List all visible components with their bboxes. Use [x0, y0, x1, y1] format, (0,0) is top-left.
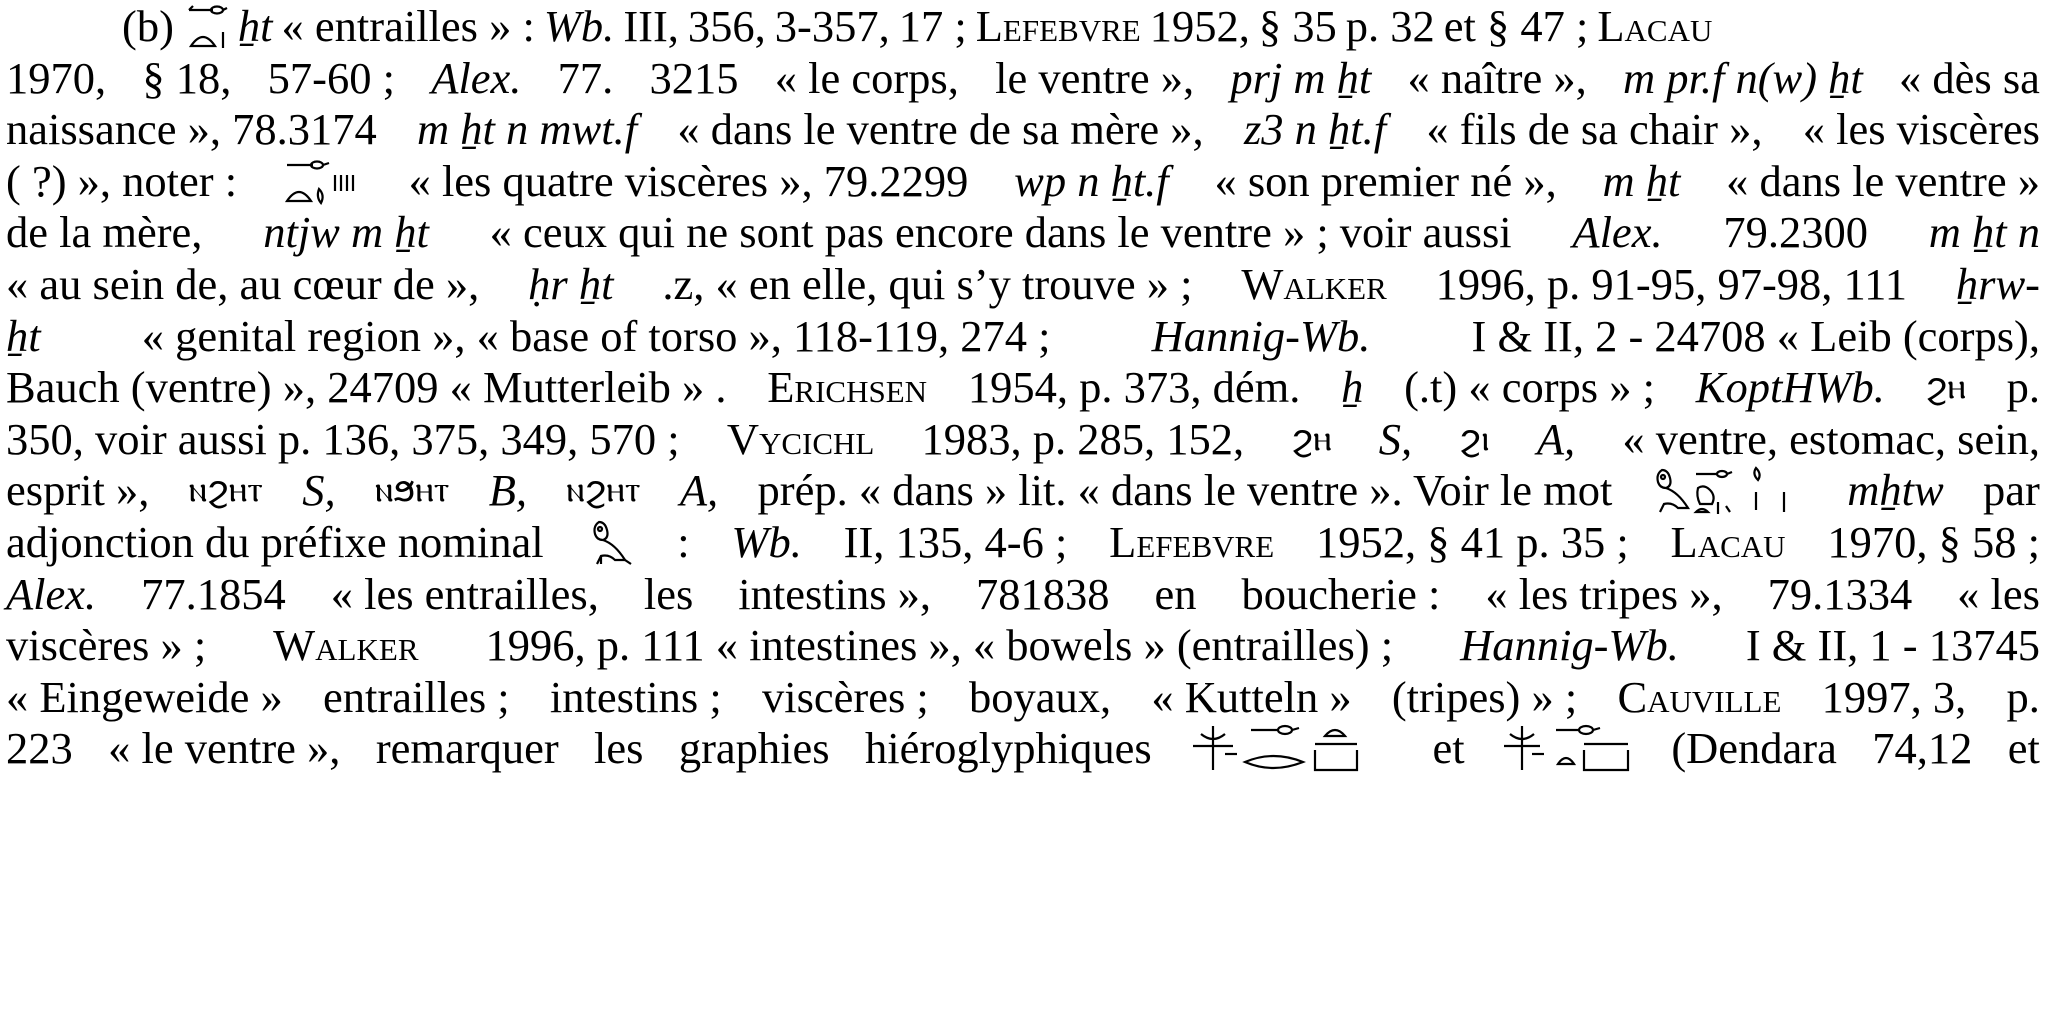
text-run: 223	[6, 723, 73, 774]
text-run: 79.1334	[1767, 568, 1913, 619]
text-run: les	[643, 568, 694, 619]
italic-term: Hannig-Wb.	[1151, 310, 1371, 361]
text-run: graphies	[678, 723, 830, 774]
text-run: 1952, § 41 p. 35 ;	[1315, 517, 1629, 567]
text-run: 1970, § 58 ;	[1827, 517, 2040, 567]
text-run: boucherie :	[1241, 568, 1441, 619]
italic-term: wp n ẖt.f	[1014, 155, 1169, 206]
text-run: de la mère,	[6, 207, 203, 258]
text-run: « fils de sa chair »,	[1426, 104, 1763, 155]
text-run: III,	[623, 1, 679, 51]
text-run: I & II, 1 - 13745	[1745, 620, 2040, 671]
hieroglyph-cross-group-alt-icon	[1500, 588, 1636, 908]
text-run: viscères » ;	[6, 620, 207, 671]
italic-term: m ẖt n	[1928, 207, 2040, 258]
text-run: « dans le ventre de sa mère »,	[677, 104, 1204, 155]
author-name: Walker	[273, 620, 419, 671]
text-run: 3-357,	[774, 1, 890, 51]
text-run: « son premier né »,	[1214, 155, 1557, 206]
italic-term: mẖtw	[1847, 465, 1944, 516]
text-run: II, 135, 4-6 ;	[843, 517, 1068, 567]
italic-term: ẖ	[1341, 362, 1364, 413]
text-run: 1983, p. 285, 152,	[921, 413, 1245, 464]
italic-term: ntjw m ẖt	[263, 207, 429, 258]
italic-term: prj m ẖt	[1230, 52, 1372, 103]
text-run: (Dendara	[1671, 723, 1837, 774]
italic-term: Hannig-Wb.	[1460, 620, 1679, 671]
italic-term: B,	[488, 465, 527, 516]
text-run: Bauch (ventre) », 24709 « Mutterleib » .	[6, 362, 727, 413]
author-name: Lacau	[1670, 517, 1786, 567]
text-run: en	[1154, 568, 1197, 619]
text-run: esprit »,	[6, 465, 150, 516]
text-run: 1996, p. 111 « intestines », « bowels » (entrailles) ;	[485, 620, 1394, 671]
text-run: « le ventre »,	[108, 723, 341, 774]
text-run: p. 32	[1345, 1, 1435, 51]
italic-term: z3 n ẖt.f	[1243, 104, 1387, 155]
author-name: Lacau	[1597, 1, 1713, 51]
text-run: 74,12	[1872, 723, 1973, 774]
text-run: ( ?) », noter :	[6, 155, 238, 206]
text-run: I & II, 2 - 24708 « Leib (corps),	[1471, 310, 2040, 361]
text-run: « naître »,	[1407, 52, 1587, 103]
text-run: :	[677, 517, 690, 567]
text-run: p.	[2006, 362, 2040, 413]
text-run: intestins ;	[549, 671, 722, 722]
italic-term: ẖt	[237, 1, 273, 51]
coptic-word: ϩⲏ	[1925, 366, 1966, 408]
italic-term: m pr.f n(w) ẖt	[1622, 52, 1863, 103]
text-run: 57-60 ;	[267, 52, 395, 103]
text-run: « Kutteln »	[1151, 671, 1352, 722]
author-name: Vycichl	[726, 413, 875, 464]
text-run: .z, « en elle, qui s’y trouve » ;	[662, 259, 1193, 309]
text-run: prép. « dans » lit. « dans le ventre ». Voir le mot	[757, 465, 1613, 516]
text-run: « ceux qui ne sont pas encore dans le ventre » ; voir aussi	[489, 207, 1512, 258]
italic-term: m ẖt	[1602, 155, 1681, 206]
text-run: 1997, 3,	[1821, 671, 1967, 722]
coptic-word: ⲛϧⲏⲧ	[374, 469, 450, 511]
text-run: viscères ;	[761, 671, 929, 722]
text-run: 77.1854	[141, 568, 286, 619]
author-name: Cauville	[1617, 671, 1782, 722]
text-run: par	[1983, 465, 2040, 516]
text-run: et § 47 ;	[1443, 1, 1589, 51]
text-run: et	[2007, 723, 2040, 774]
text-run: 350, voir aussi p. 136, 375, 349, 570 ;	[6, 413, 680, 464]
italic-term: S,	[1378, 413, 1413, 464]
text-run: 1970,	[6, 52, 107, 103]
italic-term: Alex.	[6, 568, 97, 619]
text-run: 3215	[649, 52, 739, 103]
text-run: « les entrailles,	[330, 568, 599, 619]
text-run: « dans le ventre »	[1726, 155, 2040, 206]
text-run: « au sein de, au cœur de »,	[6, 259, 480, 309]
text-line	[6, 715, 2040, 781]
italic-term: m ẖt n mwt.f	[417, 104, 638, 155]
text-run: naissance », 78.3174	[6, 104, 377, 155]
italic-term: A,	[1536, 413, 1576, 464]
italic-term: ẖt	[6, 310, 41, 361]
text-run: « les viscères	[1802, 104, 2040, 155]
text-run: 79.2300	[1723, 207, 1868, 258]
italic-term: Wb.	[543, 1, 615, 51]
text-run: 77.	[557, 52, 614, 103]
italic-term: A,	[679, 465, 719, 516]
text-run: « ventre, estomac, sein,	[1622, 413, 2040, 464]
text-run: « Eingeweide »	[6, 671, 283, 722]
text-run: « le corps,	[774, 52, 959, 103]
text-run: (tripes) » ;	[1391, 671, 1578, 722]
italic-term: Alex.	[431, 52, 522, 103]
text-run: les	[594, 723, 644, 774]
text-run: p.	[2006, 671, 2040, 722]
text-run: entrailles ;	[323, 671, 510, 722]
coptic-word: ϩⲏ	[1291, 417, 1332, 459]
text-run: « les quatre viscères », 79.2299	[408, 155, 969, 206]
text-run: (b)	[122, 1, 174, 51]
text-run: « genital region », « base of torso », 118-119, 274 ;	[141, 310, 1051, 361]
italic-term: KoptHWb.	[1695, 362, 1885, 413]
text-run: 781838	[976, 568, 1110, 619]
italic-term: ẖrw-	[1955, 259, 2040, 309]
text-run: « entrailles » :	[281, 1, 535, 51]
text-run: 356,	[687, 1, 766, 51]
author-name: Lefebvre	[975, 1, 1141, 51]
text-run: hiéroglyphiques	[864, 723, 1152, 774]
text-run: intestins »,	[738, 568, 932, 619]
coptic-word: ϩⲓ	[1459, 417, 1490, 459]
text-run: et	[1432, 723, 1465, 774]
text-run: le ventre »,	[995, 52, 1195, 103]
author-name: Lefebvre	[1109, 517, 1275, 567]
text-run: « dès sa	[1899, 52, 2040, 103]
coptic-word: ⲛϩⲏⲧ	[566, 469, 641, 511]
author-name: Walker	[1241, 259, 1387, 309]
text-run: adjonction du préfixe nominal	[6, 517, 544, 567]
hieroglyph-cross-group-icon	[1187, 588, 1397, 908]
italic-term: S,	[302, 465, 336, 516]
text-run: remarquer	[375, 723, 559, 774]
text-run: 1952,	[1149, 1, 1250, 51]
text-run: 1954, p. 373, dém.	[967, 362, 1301, 413]
text-run: « les	[1957, 568, 2040, 619]
italic-term: Wb.	[731, 517, 802, 567]
author-name: Erichsen	[767, 362, 928, 413]
text-run: « les tripes »,	[1485, 568, 1723, 619]
text-run: 17 ;	[898, 1, 967, 51]
italic-term: Alex.	[1572, 207, 1663, 258]
text-run: § 35	[1258, 1, 1337, 51]
text-run: boyaux,	[969, 671, 1112, 722]
text-run: § 18,	[142, 52, 232, 103]
text-run: 1996, p. 91-95, 97-98, 111	[1435, 259, 1907, 309]
coptic-word: ⲛϩⲏⲧ	[188, 469, 263, 511]
text-run: (.t) « corps » ;	[1404, 362, 1655, 413]
italic-term: ḥr ẖt	[528, 259, 614, 309]
